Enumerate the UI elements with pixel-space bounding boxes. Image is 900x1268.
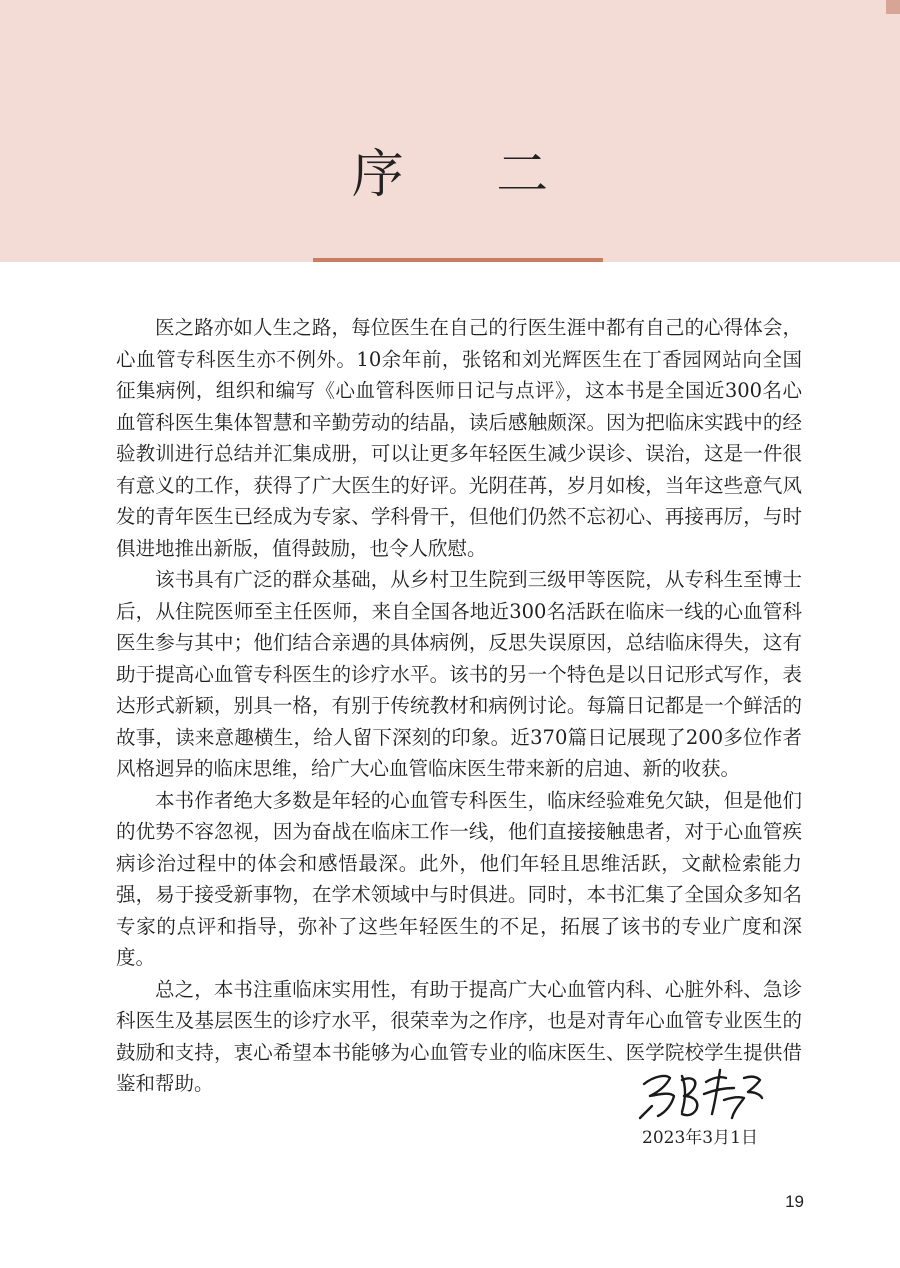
paragraph-1: 医之路亦如人生之路，每位医生在自己的行医生涯中都有自己的心得体会，心血管专科医生亦不例外。10余年前，张铭和刘光辉医生在丁香园网站向全国征集病例，组织和编写《心血管科医师日记与点评》，这本书是全国近300名心血管科医生集体智慧和辛勤劳动的结晶，读后感触颇深。因为把临床实践中的经验教训进行总结并汇集成册，可以让更多年轻医生减少误诊、误治，这是一件很有意义的工作，获得了广大医生的好评。光阴荏苒，岁月如梭，当年这些意气风发的青年医生已经成为专家、学科骨干，但他们仍然不忘初心、再接再厉，与时俱进地推出新版，值得鼓励，也令人欣慰。	[116, 316, 802, 560]
paragraph-3: 本书作者绝大多数是年轻的心血管专科医生，临床经验难免欠缺，但是他们的优势不容忽视，因为奋战在临床工作一线，他们直接接触患者，对于心血管疾病诊治过程中的体会和感悟最深。此外，他们年轻且思维活跃，文献检索能力强，易于接受新事物，在学术领域中与时俱进。同时，本书汇集了全国众多知名专家的点评和指导，弥补了这些年轻医生的不足，拓展了该书的专业广度和深度。	[116, 788, 802, 969]
page-number: 19	[785, 1192, 804, 1211]
paragraph-4: 总之，本书注重临床实用性，有助于提高广大心血管内科、心脏外科、急诊科医生及基层医生的诊疗水平，很荣幸为之作序，也是对青年心血管专业医生的鼓励和支持，衷心希望本书能够为心血管专业的临床医生、医学院校学生提供借鉴和帮助。	[116, 977, 802, 1095]
title-underline	[313, 258, 603, 262]
handwritten-signature	[636, 1062, 776, 1124]
signature-date: 2023年3月1日	[642, 1128, 758, 1148]
corner-tab	[886, 0, 900, 14]
page-title: 序 二	[351, 145, 587, 205]
preface-body	[116, 312, 802, 1100]
header-band	[0, 0, 900, 262]
paragraph-2: 该书具有广泛的群众基础，从乡村卫生院到三级甲等医院，从专科生至博士后，从住院医师至主任医师，来自全国各地近300名活跃在临床一线的心血管科医生参与其中；他们结合亲遇的具体病例，反思失误原因，总结临床得失，这有助于提高心血管专科医生的诊疗水平。该书的另一个特色是以日记形式写作，表达形式新颖，别具一格，有别于传统教材和病例讨论。每篇日记都是一个鲜活的故事，读来意趣横生，给人留下深刻的印象。近370篇日记展现了200多位作者风格迥异的临床思维，给广大心血管临床医生带来新的启迪、新的收获。	[116, 568, 802, 780]
